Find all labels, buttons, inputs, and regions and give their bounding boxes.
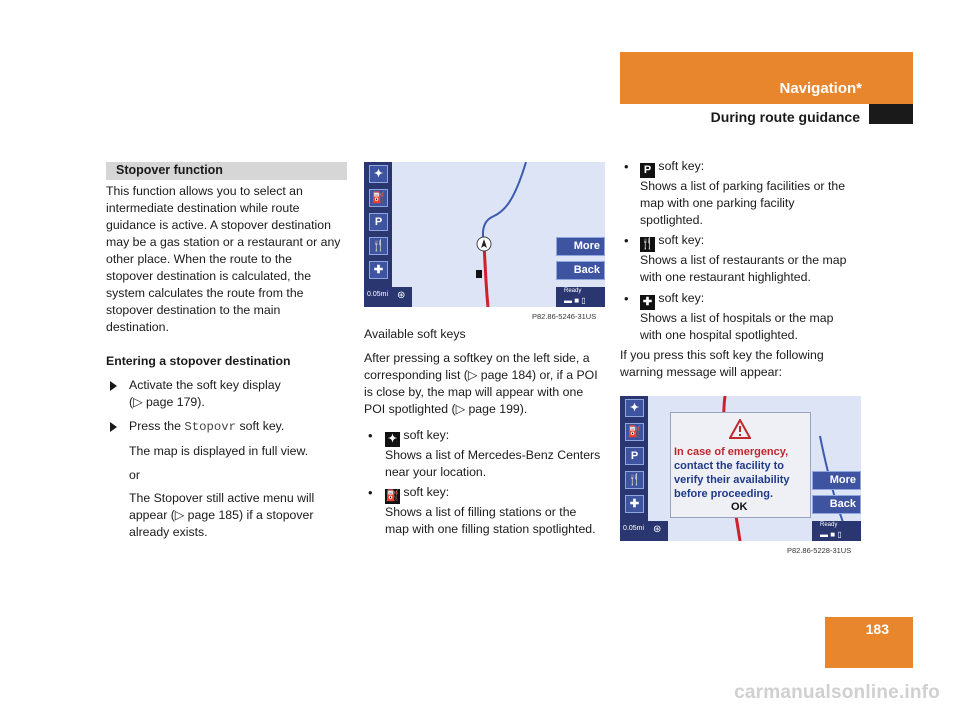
- text-line: spotlighted.: [640, 213, 703, 227]
- text-line: may be a gas station or a restaurant or any: [106, 235, 341, 249]
- softkey-item-fuel: [385, 484, 610, 538]
- text-line: appear (▷ page 185) if a stopover: [129, 508, 314, 522]
- step-2: [129, 418, 349, 436]
- section-title: Navigation*: [779, 80, 862, 97]
- watermark: carmanualsonline.info: [734, 682, 940, 703]
- text-line: is close by, the map will appear with one: [364, 385, 584, 399]
- subsection-title: During route guidance: [710, 109, 860, 125]
- text-line: After pressing a softkey on the left side, a: [364, 351, 590, 365]
- scale-box: [364, 287, 412, 307]
- compass-icon: ⊛: [397, 290, 406, 301]
- softkey-item-mercedes: [385, 427, 610, 481]
- parking-icon: P: [640, 163, 655, 178]
- status-text: Ready: [564, 288, 582, 294]
- text-run: soft key:: [658, 159, 705, 173]
- text-line: already exists.: [129, 525, 208, 539]
- warning-heading: In case of emergency,: [674, 446, 789, 458]
- warning-triangle-icon: [729, 419, 751, 439]
- soft-keys-intro: [364, 350, 609, 418]
- restaurant-softkey-icon[interactable]: 🍴: [625, 471, 644, 489]
- back-button[interactable]: Back: [812, 495, 861, 514]
- map-roads: [364, 162, 605, 307]
- softkey-item-parking: [640, 158, 865, 229]
- figure-caption: P82.86-5228-31US: [787, 546, 852, 555]
- warning-line: contact the facility to: [674, 460, 785, 472]
- mercedes-centers-softkey-icon[interactable]: ✦: [625, 399, 644, 417]
- mercedes-star-icon: ✦: [385, 432, 400, 447]
- bullet: •: [624, 159, 629, 174]
- text-run: soft key:: [403, 428, 450, 442]
- text-line: Shows a list of parking facilities or the: [640, 179, 846, 193]
- text-line: Shows a list of Mercedes-Benz Centers: [385, 448, 601, 462]
- text-line: stopover destination is calculated, the: [106, 269, 312, 283]
- fuel-pump-icon: ⛽: [385, 490, 400, 502]
- text-line: The Stopover still active menu will: [129, 491, 315, 505]
- step-1: [129, 377, 349, 411]
- text-line: Activate the soft key display: [129, 378, 281, 392]
- scale-box: [620, 521, 668, 541]
- nav-map-figure: [364, 162, 605, 307]
- text-line: system calculates the route from the: [106, 286, 304, 300]
- step-2-result: The map is displayed in full view.: [129, 444, 309, 458]
- filling-station-softkey-icon[interactable]: ⛽: [369, 189, 388, 207]
- text-line: Shows a list of hospitals or the map: [640, 311, 834, 325]
- ok-button[interactable]: OK: [731, 501, 748, 513]
- compass-icon: ⊛: [653, 524, 662, 535]
- available-soft-keys-heading: Available soft keys: [364, 327, 466, 341]
- text-line: other place. When the route to the: [106, 252, 292, 266]
- map-scale: 0.05mi: [623, 525, 645, 532]
- text-line: map with one parking facility: [640, 196, 795, 210]
- hospital-softkey-icon[interactable]: ✚: [625, 495, 644, 513]
- text-line: stopover destination to the main: [106, 303, 281, 317]
- back-button[interactable]: Back: [556, 261, 605, 280]
- map-scale: 0.05mi: [367, 291, 389, 298]
- nav-warning-figure: [620, 396, 861, 541]
- page-number: 183: [865, 621, 889, 637]
- text-line: If you press this soft key the following: [620, 348, 824, 362]
- text-run: Press the: [129, 419, 181, 433]
- more-button[interactable]: More: [812, 471, 861, 490]
- filling-station-softkey-icon[interactable]: ⛽: [625, 423, 644, 441]
- bullet: •: [368, 428, 373, 443]
- status-box: [812, 521, 861, 541]
- signal-bars-icon: ▬ ■ ▯: [564, 296, 586, 305]
- text-run: soft key:: [658, 233, 705, 247]
- text-line: POI spotlighted (▷ page 199).: [364, 402, 528, 416]
- text-run: soft key:: [403, 485, 450, 499]
- softkey-item-hospital: [640, 290, 865, 344]
- restaurant-softkey-icon[interactable]: 🍴: [369, 237, 388, 255]
- text-line: This function allows you to select an: [106, 184, 303, 198]
- subheading: Entering a stopover destination: [106, 354, 291, 368]
- text-line: guidance is active. A stopover destination: [106, 218, 331, 232]
- text-line: warning message will appear:: [620, 365, 782, 379]
- text-run: soft key:: [658, 291, 705, 305]
- parking-softkey-icon[interactable]: P: [625, 447, 644, 465]
- text-line: with one hospital spotlighted.: [640, 328, 798, 342]
- restaurant-icon: 🍴: [640, 238, 655, 250]
- alternative-result: [129, 490, 349, 541]
- text-line: map with one filling station spotlighted.: [385, 522, 596, 536]
- text-line: Shows a list of restaurants or the map: [640, 253, 847, 267]
- text-line: Shows a list of filling stations or the: [385, 505, 577, 519]
- text-line: with one restaurant highlighted.: [640, 270, 811, 284]
- figure-caption: P82.86-5246-31US: [532, 312, 597, 321]
- softkey-item-restaurant: [640, 232, 865, 286]
- bullet: •: [368, 485, 373, 500]
- page-reference: (▷ page 179).: [129, 395, 205, 409]
- bullet: •: [624, 233, 629, 248]
- text-line: near your location.: [385, 465, 487, 479]
- text-run: soft key.: [239, 419, 285, 433]
- warning-line: verify their availability: [674, 474, 790, 486]
- bullet: •: [624, 291, 629, 306]
- text-line: destination.: [106, 320, 169, 334]
- parking-softkey-icon[interactable]: P: [369, 213, 388, 231]
- stopovr-key-label: Stopovr: [184, 420, 237, 434]
- section-heading: Stopover function: [116, 163, 223, 177]
- hospital-softkey-icon[interactable]: ✚: [369, 261, 388, 279]
- status-text: Ready: [820, 522, 838, 528]
- warning-note: [620, 347, 865, 381]
- header-marker: [869, 104, 913, 124]
- signal-bars-icon: ▬ ■ ▯: [820, 530, 842, 539]
- step-arrow-icon: [110, 381, 117, 391]
- step-arrow-icon: [110, 422, 117, 432]
- more-button[interactable]: More: [556, 237, 605, 256]
- hospital-icon: ✚: [640, 295, 655, 310]
- or-text: or: [129, 468, 140, 482]
- warning-line: before proceeding.: [674, 488, 774, 500]
- left-softkey-bar: [620, 396, 648, 541]
- text-line: intermediate destination while route: [106, 201, 300, 215]
- warning-dialog: [670, 412, 811, 518]
- text-line: corresponding list (▷ page 184) or, if a POI: [364, 368, 598, 382]
- left-softkey-bar: [364, 162, 392, 307]
- mercedes-centers-softkey-icon[interactable]: ✦: [369, 165, 388, 183]
- status-box: [556, 287, 605, 307]
- intro-paragraph: [106, 183, 351, 336]
